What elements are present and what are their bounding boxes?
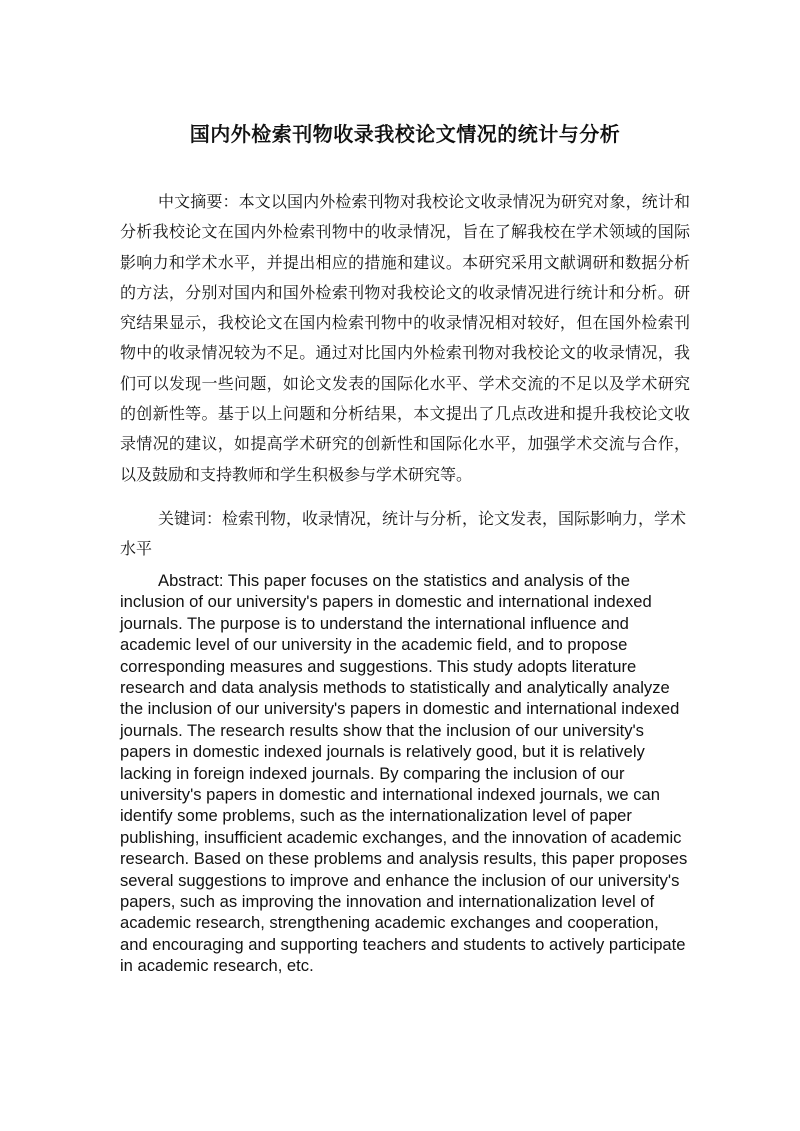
keywords: 关键词：检索刊物，收录情况，统计与分析，论文发表，国际影响力，学术水平 xyxy=(120,508,687,558)
page-title: 国内外检索刊物收录我校论文情况的统计与分析 xyxy=(189,122,621,146)
document-page xyxy=(120,118,690,977)
english-abstract: Abstract: This paper focuses on the statistics and analysis of the inclusion of our university's papers in domestic and international indexed journals. The purpose is to understand the international influence and academic level of our university in the academic field, and to propose corresponding measures and suggestions. This study adopts literature research and data analysis methods to statistically and analytically analyze the inclusion of our university's papers in domestic and international indexed journals. The research results show that the inclusion of our university's papers in domestic indexed journals is relatively good, but it is relatively lacking in foreign indexed journals. By comparing the inclusion of our university's papers in domestic and international indexed journals, we can identify some problems, such as the internationalization level of paper publishing, insufficient academic exchanges, and the innovation of academic research. Based on these problems and analysis results, this paper proposes several suggestions to improve and enhance the inclusion of our university's papers, such as improving the innovation and internationalization level of academic research, strengthening academic exchanges and cooperation, and encouraging and supporting teachers and students to actively participate in academic research, etc. xyxy=(120,570,688,976)
chinese-abstract: 中文摘要：本文以国内外检索刊物对我校论文收录情况为研究对象，统计和分析我校论文在国内外检索刊物中的收录情况，旨在了解我校在学术领域的国际影响力和学术水平，并提出相应的措施和建议。本研究采用文献调研和数据分析的方法，分别对国内和国外检索刊物对我校论文的收录情况进行统计和分析。研究结果显示，我校论文在国内检索刊物中的收录情况相对较好，但在国外检索刊物中的收录情况较为不足。通过对比国内外检索刊物对我校论文的收录情况，我们可以发现一些问题，如论文发表的国际化水平、学术交流的不足以及学术研究的创新性等。基于以上问题和分析结果，本文提出了几点改进和提升我校论文收录情况的建议，如提高学术研究的创新性和国际化水平，加强学术交流与合作，以及鼓励和支持教师和学生积极参与学术研究等。 xyxy=(120,192,690,484)
